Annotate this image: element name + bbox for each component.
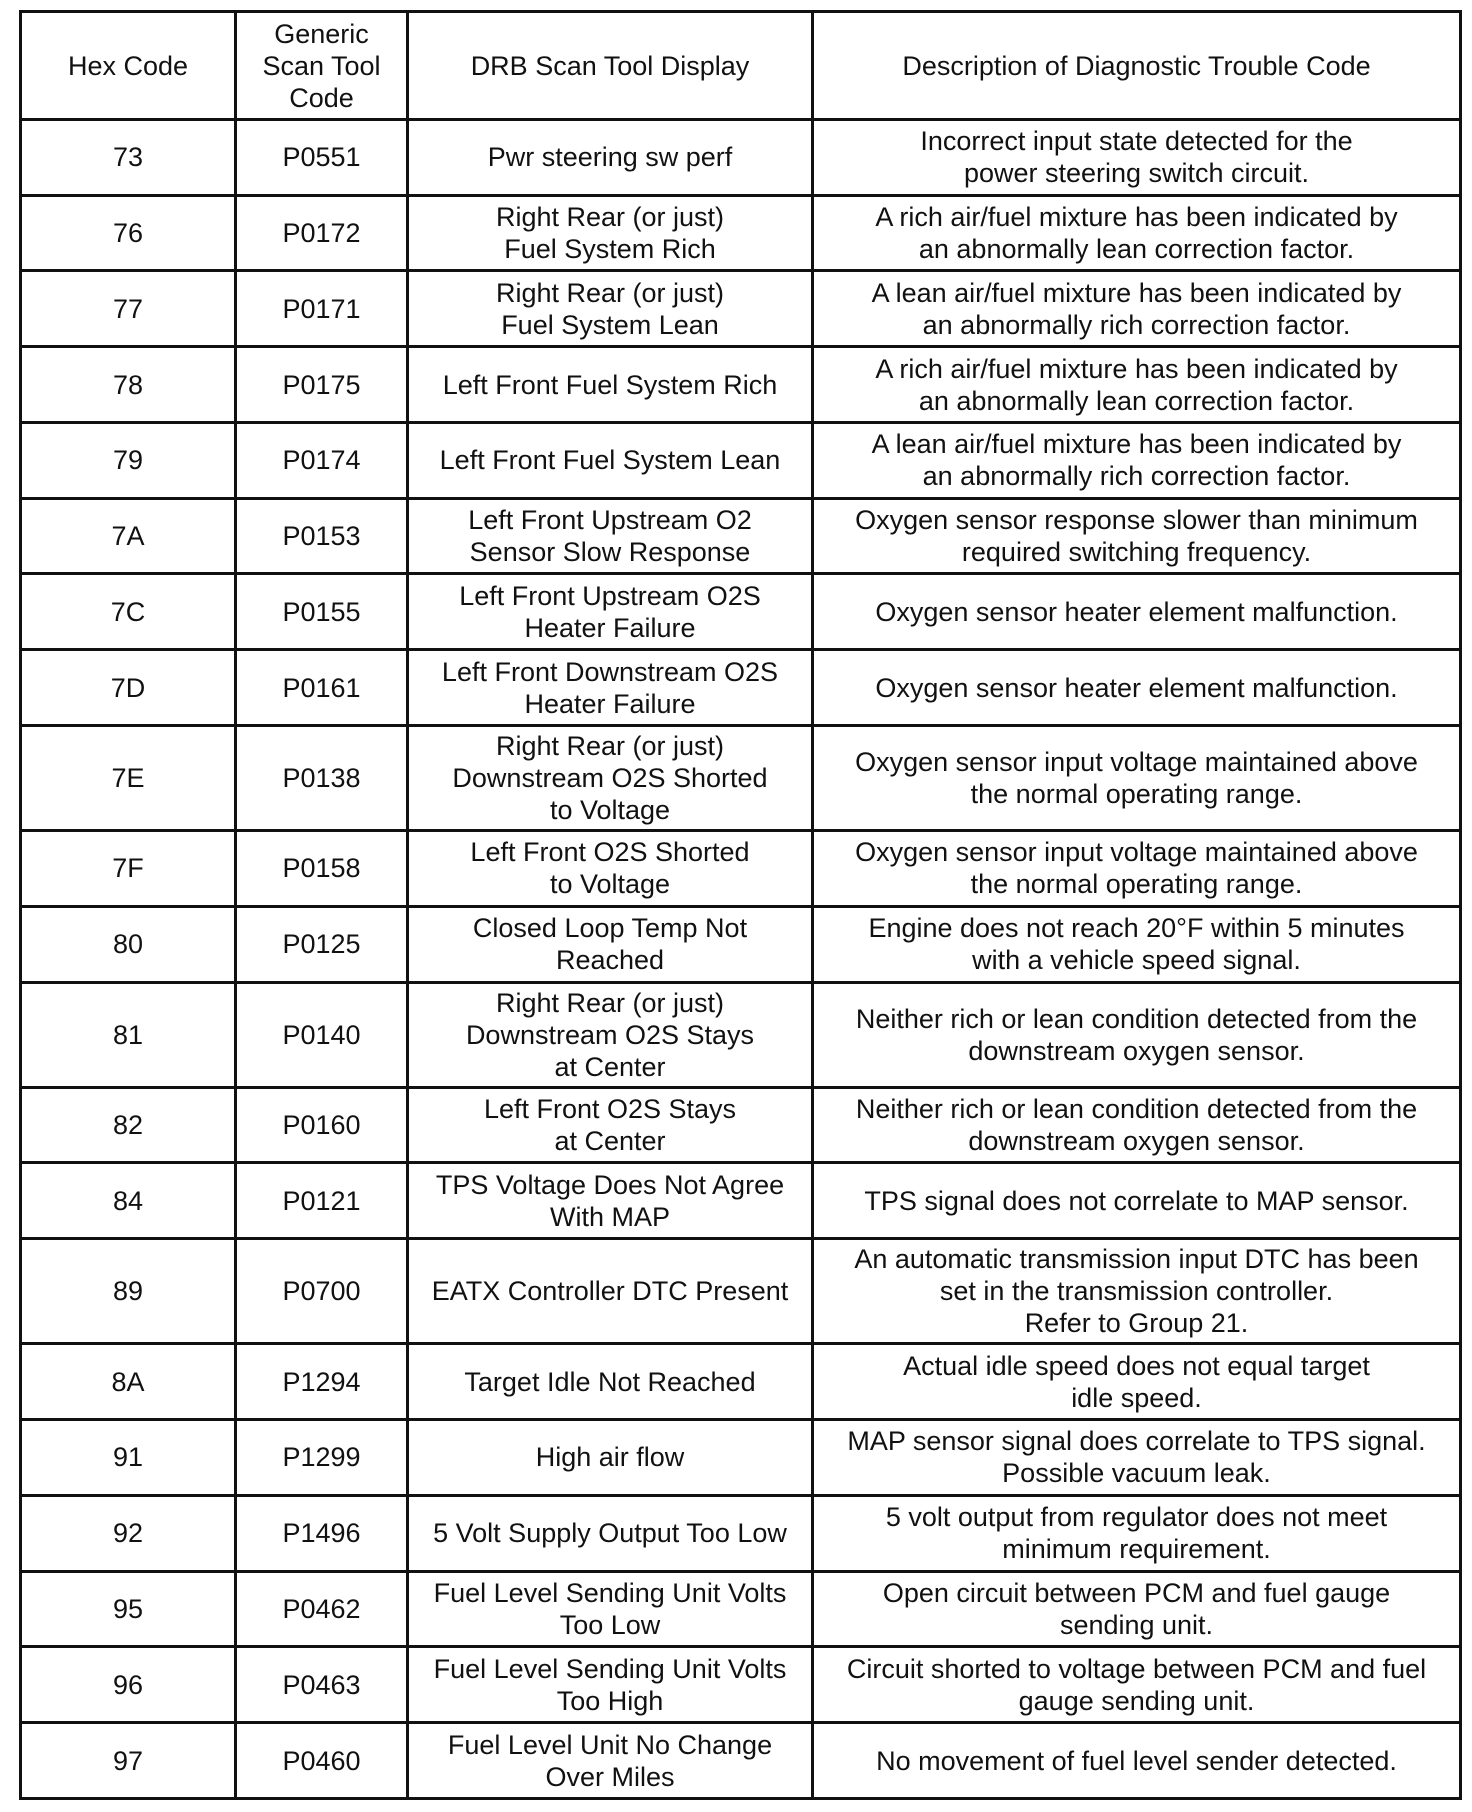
description-cell: Neither rich or lean condition detected from the downstream oxygen sensor. bbox=[813, 982, 1461, 1087]
description-cell: TPS signal does not correlate to MAP sensor. bbox=[813, 1163, 1461, 1239]
description-cell: Oxygen sensor input voltage maintained above the normal operating range. bbox=[813, 831, 1461, 907]
header-row bbox=[21, 12, 1461, 120]
table-row bbox=[21, 498, 1461, 574]
description-cell: A rich air/fuel mixture has been indicated by an abnormally lean correction factor. bbox=[813, 195, 1461, 271]
table-row bbox=[21, 574, 1461, 650]
table-row bbox=[21, 347, 1461, 423]
generic-code-cell: P0551 bbox=[236, 120, 408, 196]
hex-code-cell: 7C bbox=[21, 574, 236, 650]
drb-display-cell: Right Rear (or just) Downstream O2S Shorted to Voltage bbox=[408, 725, 813, 830]
generic-code-cell: P0161 bbox=[236, 650, 408, 726]
table-row bbox=[21, 120, 1461, 196]
table-row bbox=[21, 1495, 1461, 1571]
table-row bbox=[21, 1420, 1461, 1496]
description-cell: No movement of fuel level sender detected. bbox=[813, 1723, 1461, 1799]
generic-code-cell: P0153 bbox=[236, 498, 408, 574]
generic-code-cell: P0140 bbox=[236, 982, 408, 1087]
hex-code-cell: 97 bbox=[21, 1723, 236, 1799]
header-hex-code: Hex Code bbox=[21, 12, 236, 120]
description-cell: Open circuit between PCM and fuel gauge sending unit. bbox=[813, 1571, 1461, 1647]
drb-display-cell: Left Front Upstream O2 Sensor Slow Response bbox=[408, 498, 813, 574]
drb-display-cell: Target Idle Not Reached bbox=[408, 1344, 813, 1420]
table-row bbox=[21, 422, 1461, 498]
hex-code-cell: 77 bbox=[21, 271, 236, 347]
table-row bbox=[21, 1647, 1461, 1723]
drb-display-cell: Left Front Upstream O2S Heater Failure bbox=[408, 574, 813, 650]
table-row bbox=[21, 1571, 1461, 1647]
hex-code-cell: 82 bbox=[21, 1087, 236, 1163]
hex-code-cell: 92 bbox=[21, 1495, 236, 1571]
generic-code-cell: P0172 bbox=[236, 195, 408, 271]
generic-code-cell: P1294 bbox=[236, 1344, 408, 1420]
generic-code-cell: P1496 bbox=[236, 1495, 408, 1571]
generic-code-cell: P0155 bbox=[236, 574, 408, 650]
hex-code-cell: 76 bbox=[21, 195, 236, 271]
hex-code-cell: 96 bbox=[21, 1647, 236, 1723]
drb-display-cell: Right Rear (or just) Downstream O2S Stays at Center bbox=[408, 982, 813, 1087]
generic-code-cell: P0174 bbox=[236, 422, 408, 498]
generic-code-cell: P0463 bbox=[236, 1647, 408, 1723]
drb-display-cell: Right Rear (or just) Fuel System Lean bbox=[408, 271, 813, 347]
drb-display-cell: Fuel Level Sending Unit Volts Too Low bbox=[408, 1571, 813, 1647]
drb-display-cell: Fuel Level Unit No Change Over Miles bbox=[408, 1723, 813, 1799]
table-row bbox=[21, 725, 1461, 830]
description-cell: Engine does not reach 20°F within 5 minutes with a vehicle speed signal. bbox=[813, 906, 1461, 982]
generic-code-cell: P0460 bbox=[236, 1723, 408, 1799]
drb-display-cell: TPS Voltage Does Not Agree With MAP bbox=[408, 1163, 813, 1239]
generic-code-cell: P0700 bbox=[236, 1239, 408, 1344]
drb-display-cell: EATX Controller DTC Present bbox=[408, 1239, 813, 1344]
table-row bbox=[21, 271, 1461, 347]
description-cell: Incorrect input state detected for the power steering switch circuit. bbox=[813, 120, 1461, 196]
hex-code-cell: 8A bbox=[21, 1344, 236, 1420]
generic-code-cell: P0138 bbox=[236, 725, 408, 830]
table-row bbox=[21, 906, 1461, 982]
description-cell: An automatic transmission input DTC has been set in the transmission controller. Refer to Group 21. bbox=[813, 1239, 1461, 1344]
description-cell: 5 volt output from regulator does not meet minimum requirement. bbox=[813, 1495, 1461, 1571]
drb-display-cell: Left Front Fuel System Rich bbox=[408, 347, 813, 423]
generic-code-cell: P0121 bbox=[236, 1163, 408, 1239]
drb-display-cell: Left Front O2S Stays at Center bbox=[408, 1087, 813, 1163]
table-row bbox=[21, 650, 1461, 726]
generic-code-cell: P0125 bbox=[236, 906, 408, 982]
description-cell: Actual idle speed does not equal target idle speed. bbox=[813, 1344, 1461, 1420]
description-cell: MAP sensor signal does correlate to TPS signal. Possible vacuum leak. bbox=[813, 1420, 1461, 1496]
header-drb-scan-tool-display: DRB Scan Tool Display bbox=[408, 12, 813, 120]
generic-code-cell: P0462 bbox=[236, 1571, 408, 1647]
hex-code-cell: 89 bbox=[21, 1239, 236, 1344]
hex-code-cell: 7F bbox=[21, 831, 236, 907]
header-generic-scan-tool-code: Generic Scan Tool Code bbox=[236, 12, 408, 120]
dtc-table bbox=[19, 10, 1462, 1800]
drb-display-cell: 5 Volt Supply Output Too Low bbox=[408, 1495, 813, 1571]
description-cell: A lean air/fuel mixture has been indicated by an abnormally rich correction factor. bbox=[813, 271, 1461, 347]
description-cell: Neither rich or lean condition detected from the downstream oxygen sensor. bbox=[813, 1087, 1461, 1163]
description-cell: A rich air/fuel mixture has been indicated by an abnormally lean correction factor. bbox=[813, 347, 1461, 423]
description-cell: Circuit shorted to voltage between PCM and fuel gauge sending unit. bbox=[813, 1647, 1461, 1723]
table-row bbox=[21, 1163, 1461, 1239]
description-cell: Oxygen sensor heater element malfunction. bbox=[813, 650, 1461, 726]
header-description: Description of Diagnostic Trouble Code bbox=[813, 12, 1461, 120]
hex-code-cell: 84 bbox=[21, 1163, 236, 1239]
generic-code-cell: P1299 bbox=[236, 1420, 408, 1496]
table-row bbox=[21, 1344, 1461, 1420]
table-body bbox=[21, 120, 1461, 1799]
drb-display-cell: Pwr steering sw perf bbox=[408, 120, 813, 196]
drb-display-cell: High air flow bbox=[408, 1420, 813, 1496]
drb-display-cell: Closed Loop Temp Not Reached bbox=[408, 906, 813, 982]
table-row bbox=[21, 982, 1461, 1087]
hex-code-cell: 7E bbox=[21, 725, 236, 830]
hex-code-cell: 78 bbox=[21, 347, 236, 423]
hex-code-cell: 95 bbox=[21, 1571, 236, 1647]
hex-code-cell: 80 bbox=[21, 906, 236, 982]
generic-code-cell: P0175 bbox=[236, 347, 408, 423]
hex-code-cell: 81 bbox=[21, 982, 236, 1087]
hex-code-cell: 91 bbox=[21, 1420, 236, 1496]
drb-display-cell: Fuel Level Sending Unit Volts Too High bbox=[408, 1647, 813, 1723]
hex-code-cell: 7A bbox=[21, 498, 236, 574]
generic-code-cell: P0160 bbox=[236, 1087, 408, 1163]
table-row bbox=[21, 831, 1461, 907]
table-row bbox=[21, 1723, 1461, 1799]
description-cell: A lean air/fuel mixture has been indicated by an abnormally rich correction factor. bbox=[813, 422, 1461, 498]
generic-code-cell: P0171 bbox=[236, 271, 408, 347]
hex-code-cell: 79 bbox=[21, 422, 236, 498]
drb-display-cell: Left Front Downstream O2S Heater Failure bbox=[408, 650, 813, 726]
drb-display-cell: Left Front Fuel System Lean bbox=[408, 422, 813, 498]
description-cell: Oxygen sensor response slower than minimum required switching frequency. bbox=[813, 498, 1461, 574]
hex-code-cell: 7D bbox=[21, 650, 236, 726]
drb-display-cell: Left Front O2S Shorted to Voltage bbox=[408, 831, 813, 907]
description-cell: Oxygen sensor heater element malfunction. bbox=[813, 574, 1461, 650]
table-row bbox=[21, 195, 1461, 271]
table-row bbox=[21, 1239, 1461, 1344]
generic-code-cell: P0158 bbox=[236, 831, 408, 907]
hex-code-cell: 73 bbox=[21, 120, 236, 196]
table-row bbox=[21, 1087, 1461, 1163]
description-cell: Oxygen sensor input voltage maintained above the normal operating range. bbox=[813, 725, 1461, 830]
table-header bbox=[21, 12, 1461, 120]
drb-display-cell: Right Rear (or just) Fuel System Rich bbox=[408, 195, 813, 271]
